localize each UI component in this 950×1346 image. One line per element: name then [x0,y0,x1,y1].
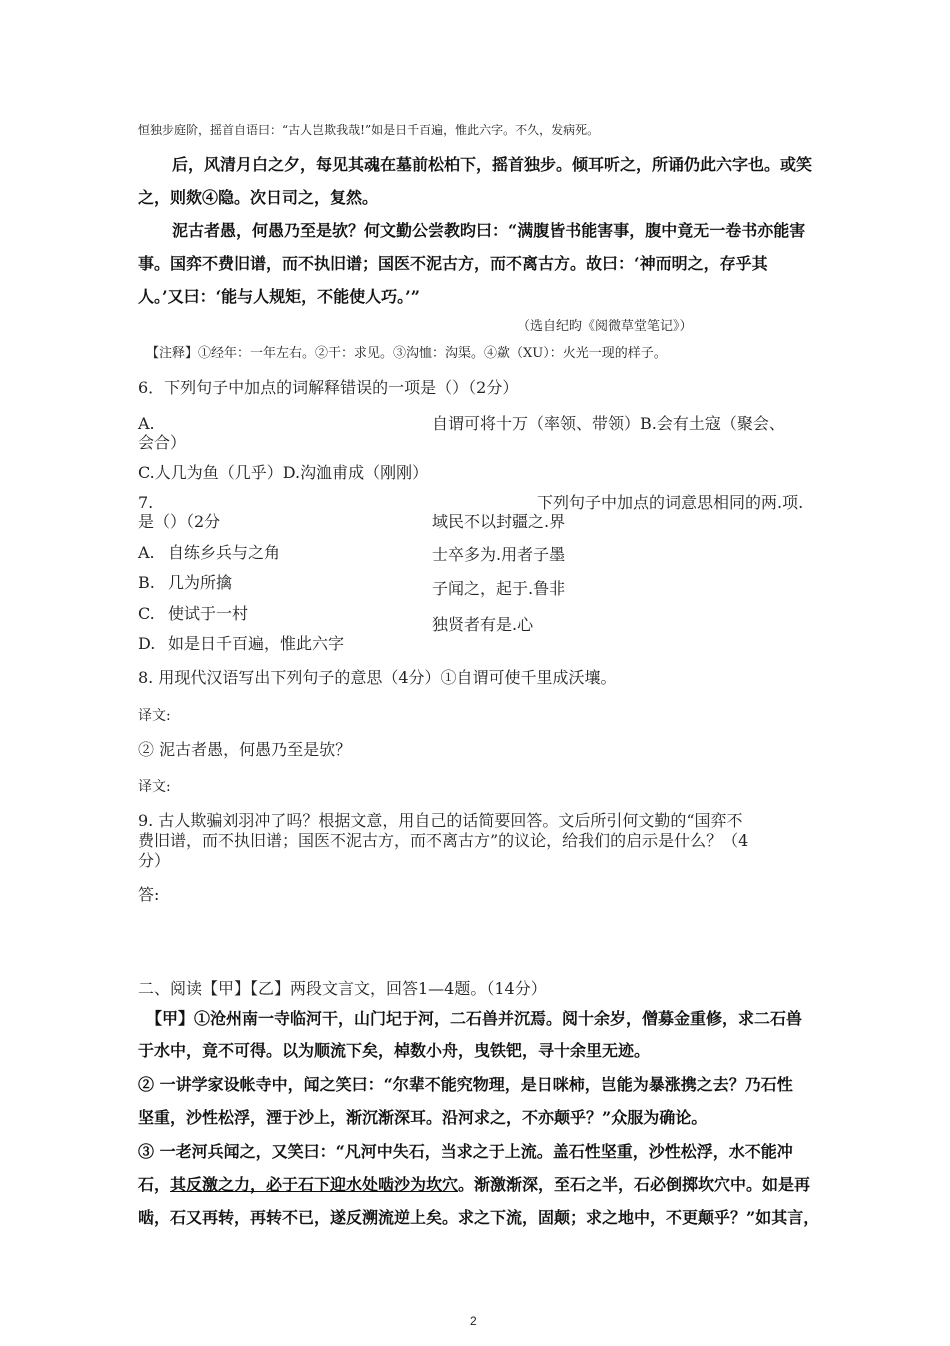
question-8-answer-1-label: 译文: [138,708,171,724]
passage-jia-1-line-2: 于水中，竟不可得。以为顺流下矣，棹数小舟，曳铁钯，寻十余里无迹。 [138,1041,651,1060]
question-9-line-1: 9. 古人欺骗刘羽冲了吗？根据文意，用自己的话简要回答。文后所引何文勤的“国弈不 [138,811,743,830]
question-7-stem-continued: 是（）（2分 [138,512,221,531]
passage-notes: 【注释】①经年：一年左右。②干：求见。③沟恤：沟渠。④歘（XU）：火光一现的样子。 [146,346,667,361]
question-8-answer-2-label: 译文: [138,779,171,795]
passage-paragraph-2-line-2: 之，则欻④隐。次日司之，复然。 [138,188,379,207]
question-7-option-a-label: A. [138,543,155,562]
passage-paragraph-3-line-3: 人。’又曰：‘能与人规矩，不能使人巧。’” [138,287,420,306]
passage-paragraph-3-line-1: 泥古者愚，何愚乃至是欤？何文勤公尝教昀曰：“满腹皆书能害事，腹中竟无一卷书亦能害 [172,221,806,240]
passage-line-0: 恒独步庭阶，摇首自语曰：“古人岂欺我哉!”如是日千百遍，惟此六字。不久，发病死。 [138,123,600,137]
question-7-option-b-label: B. [138,573,155,592]
question-7-option-c-pair: 独贤者有是.心 [432,615,534,634]
passage-jia-3-line-3: 啮，石又再转，再转不已，遂反溯流逆上矣。求之下流，固颠；求之地中，不更颠乎？”如其言， [138,1208,820,1227]
question-7-right-0: 域民不以封疆之.界 [432,512,566,531]
passage-jia-2-line-2: 坚重，沙性松浮，湮于沙上，渐沉渐深耳。沿河求之，不亦颠乎？”众服为确论。 [138,1108,708,1127]
question-7-number: 7. [138,493,154,512]
question-7-option-d-text: 如是日千百遍，惟此六字 [168,634,345,653]
question-7-stem: 下列句子中加点的词意思相同的两.项. [537,493,804,512]
passage-jia-3-line-2 [138,1175,810,1195]
question-8-stem: 8. 用现代汉语写出下列句子的意思（4分）①自谓可使千里成沃壤。 [138,668,617,687]
question-9-line-2: 费旧谱，而不执旧谱；国医不泥古方，而不离古方”的议论，给我们的启示是什么？（4 [138,831,749,850]
question-7-option-b-text: 几为所擒 [168,573,233,592]
passage-jia-3-line-2-end: 。渐激渐深，至石之半，石必倒掷坎穴中。如是再 [458,1175,811,1194]
question-9-answer-label: 答: [138,885,160,904]
question-7-option-a-text: 自练乡兵与之角 [168,543,281,562]
underlined-sentence: 其反激之力，必于石下迎水处啮沙为坎穴 [170,1175,459,1194]
question-6-stem: 6．下列句子中加点的词解释错误的一项是（）（2分） [138,378,519,397]
passage-source: （选自纪昀《阅微草堂笔记》） [517,319,693,334]
passage-jia-3-line-2-start: 石， [138,1175,171,1194]
question-7-option-b-pair: 子闻之，起于.鲁非 [432,579,566,598]
question-6-option-a-b: 自谓可将十万（率领、带领）B.会有土寇（聚会、 [432,414,785,433]
question-7-option-a-pair: 士卒多为.用者子墨 [432,545,566,564]
question-6-option-b-continued: 会合） [138,433,187,452]
question-9-line-3: 分） [138,851,171,870]
question-6-option-a-label: A. [138,414,155,433]
passage-jia-3-line-1: ③ 一老河兵闻之，又笑曰：“凡河中失石，当求之于上流。盖石性坚重，沙性松浮，水不能冲 [138,1142,793,1161]
passage-jia-2-line-1: ② 一讲学家设帐寺中，闻之笑曰：“尔辈不能究物理，是日咪柿，岂能为暴涨携之去？乃石性 [138,1075,793,1094]
question-8-sentence-2: ② 泥古者愚，何愚乃至是欤？ [138,740,352,759]
question-6-option-c-d: C.人几为鱼（几乎）D.沟洫甫成（刚刚） [138,463,429,482]
passage-paragraph-3-line-2: 事。国弈不费旧谱，而不执旧谱；国医不泥古方，而不离古方。故曰：‘神而明之，存乎其 [138,254,768,273]
question-7-option-d-label: D. [138,634,156,653]
passage-jia-1-line-1: 【甲】①沧州南一寺临河干，山门圮于河，二石兽并沉焉。阅十余岁，僧募金重修，求二石兽 [146,1009,803,1028]
section-2-title: 二、阅读【甲】【乙】两段文言文，回答1—4题。（14分） [138,979,547,998]
question-7-option-c-text: 使试于一村 [168,604,249,623]
passage-paragraph-2-line-1: 后，风清月白之夕，每见其魂在墓前松柏下，摇首独步。倾耳听之，所诵仍此六字也。或笑 [172,155,813,174]
page-number: 2 [470,1314,477,1328]
question-7-option-c-label: C. [138,604,155,623]
